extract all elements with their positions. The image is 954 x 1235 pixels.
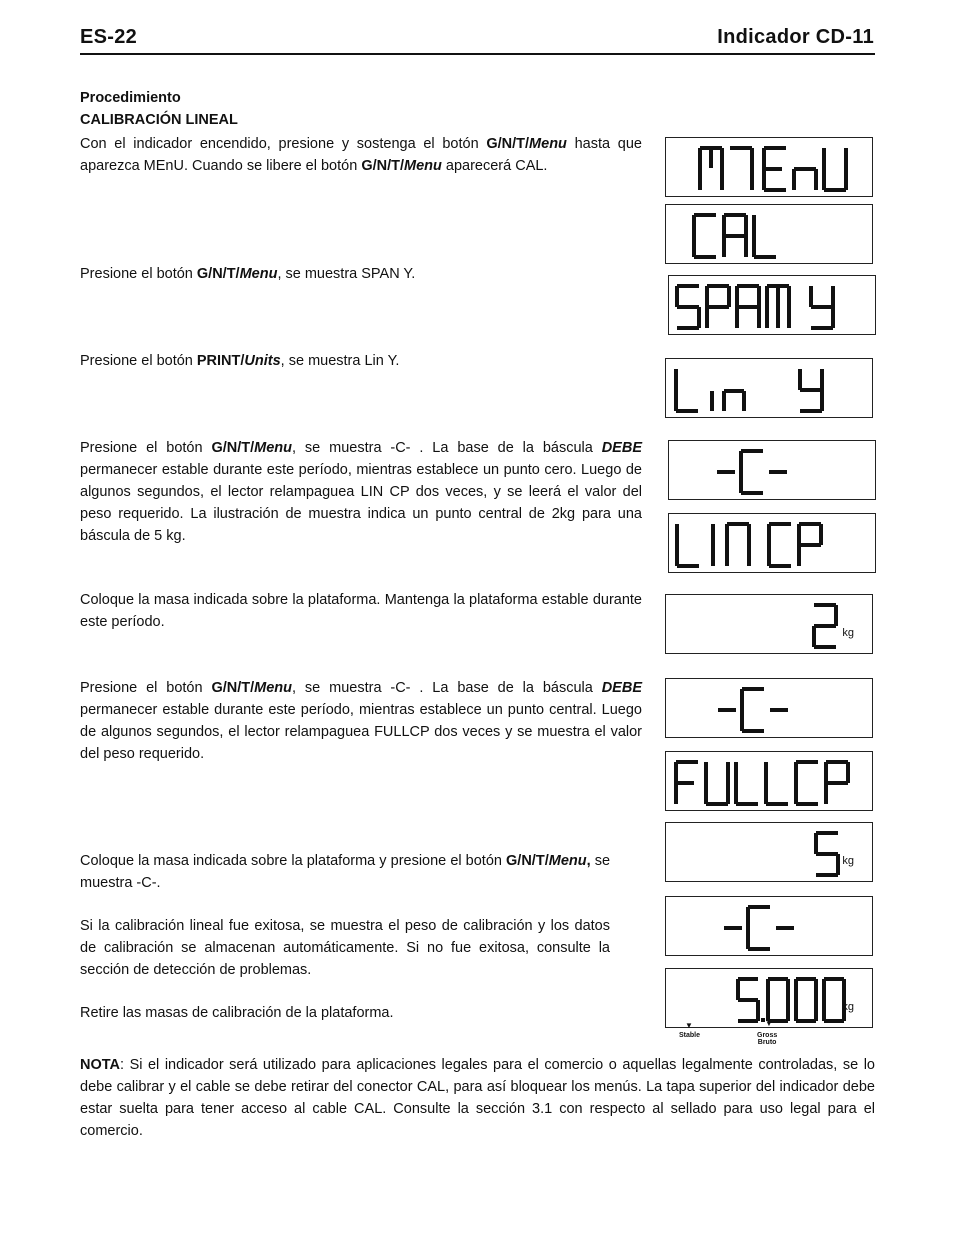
section-label: Procedimiento	[80, 90, 181, 106]
print-units-ref: PRINT/Units	[196, 353, 281, 369]
step-9: Retire las masas de calibración de la plataforma.	[80, 1005, 394, 1021]
manual-title: Indicador CD-11	[717, 26, 874, 48]
step-4: Presione el botón G/N/T/Menu, se muestra -C- . La base de la báscula DEBE permanecer estable durante este período, mientras establece un punto cero. Luego de algunos segundos, el lector relampaguea LIN CP dos veces, y se leerá el valor del peso requerido. La ilustración de muestra indica un punto central de 2kg para una báscula de 5 kg.	[80, 440, 642, 544]
unit-kg: kg	[842, 855, 854, 867]
lcd-display-menu	[665, 137, 873, 197]
gross-indicator-icon: ▼	[765, 1019, 773, 1028]
step-6: Presione el botón G/N/T/Menu, se muestra -C- . La base de la báscula DEBE permanecer estable durante este período, mientras establece un punto central. Luego de algunos segundos, el lector relampaguea FULLCP dos veces y se muestra el valor del peso requerido.	[80, 680, 642, 762]
unit-kg: kg	[842, 627, 854, 639]
gnt-menu-ref: G/N/T/Menu	[486, 136, 567, 152]
gnt-menu-ref: G/N/T/Menu	[211, 440, 293, 456]
step-5: Coloque la masa indicada sobre la plataforma. Mantenga la plataforma estable durante este período.	[80, 592, 642, 630]
gnt-menu-ref: G/N/T/Menu	[211, 680, 293, 696]
gnt-menu-ref: G/N/T/Menu,	[506, 853, 591, 869]
bruto-label: Bruto	[757, 1039, 777, 1046]
lcd-display-span	[668, 275, 876, 335]
gross-label: Gross	[757, 1032, 778, 1039]
note: NOTA: Si el indicador será utilizado para aplicaciones legales para el comercio o aquellas legalmente controladas, se lo debe calibrar y el cable se debe retirar del conector CAL, para así bloquear los menús. La tapa superior del indicador debe estar suelta para tener acceso al cable CAL. Consulte la sección 3.1 con respecto al sellado para uso legal para el comercio.	[80, 1057, 875, 1139]
stable-indicator-icon: ▼	[685, 1021, 693, 1030]
lcd-display-lin	[665, 358, 873, 418]
lcd-display-fullcp	[665, 751, 873, 811]
lcd-display-c1	[668, 440, 876, 500]
step-8: Si la calibración lineal fue exitosa, se muestra el peso de calibración y los datos de calibración se almacenan automáticamente. Si no fue exitosa, consulte la sección de detección de problemas.	[80, 918, 610, 978]
lcd-display-c3	[665, 896, 873, 956]
stable-annunciator: Stable	[679, 1032, 701, 1039]
lcd-display-cal	[665, 204, 873, 264]
unit-kg: kg	[842, 1001, 854, 1013]
gnt-menu-ref: G/N/T/Menu	[361, 158, 442, 174]
step-7: Coloque la masa indicada sobre la plataforma y presione el botón G/N/T/Menu, se muestra -C-.	[80, 853, 611, 891]
lcd-display-five	[665, 822, 873, 882]
step-2: Presione el botón G/N/T/Menu, se muestra SPAN Y.	[80, 266, 416, 282]
step-3: Presione el botón PRINT/Units, se muestra Lin Y.	[80, 353, 400, 369]
lcd-display-two	[665, 594, 873, 654]
gnt-menu-ref: G/N/T/Menu	[196, 266, 278, 282]
lcd-display-c2	[665, 678, 873, 738]
header-rule	[80, 53, 875, 55]
section-title: CALIBRACIÓN LINEAL	[80, 112, 238, 128]
lcd-display-lincp	[668, 513, 876, 573]
step-1: Con el indicador encendido, presione y sostenga el botón G/N/T/Menu hasta que aparezca MEnU. Cuando se libere el botón G/N/T/Menu aparecerá CAL.	[80, 136, 642, 174]
page-code: ES-22	[80, 26, 138, 48]
gross-annunciator	[757, 1032, 777, 1046]
